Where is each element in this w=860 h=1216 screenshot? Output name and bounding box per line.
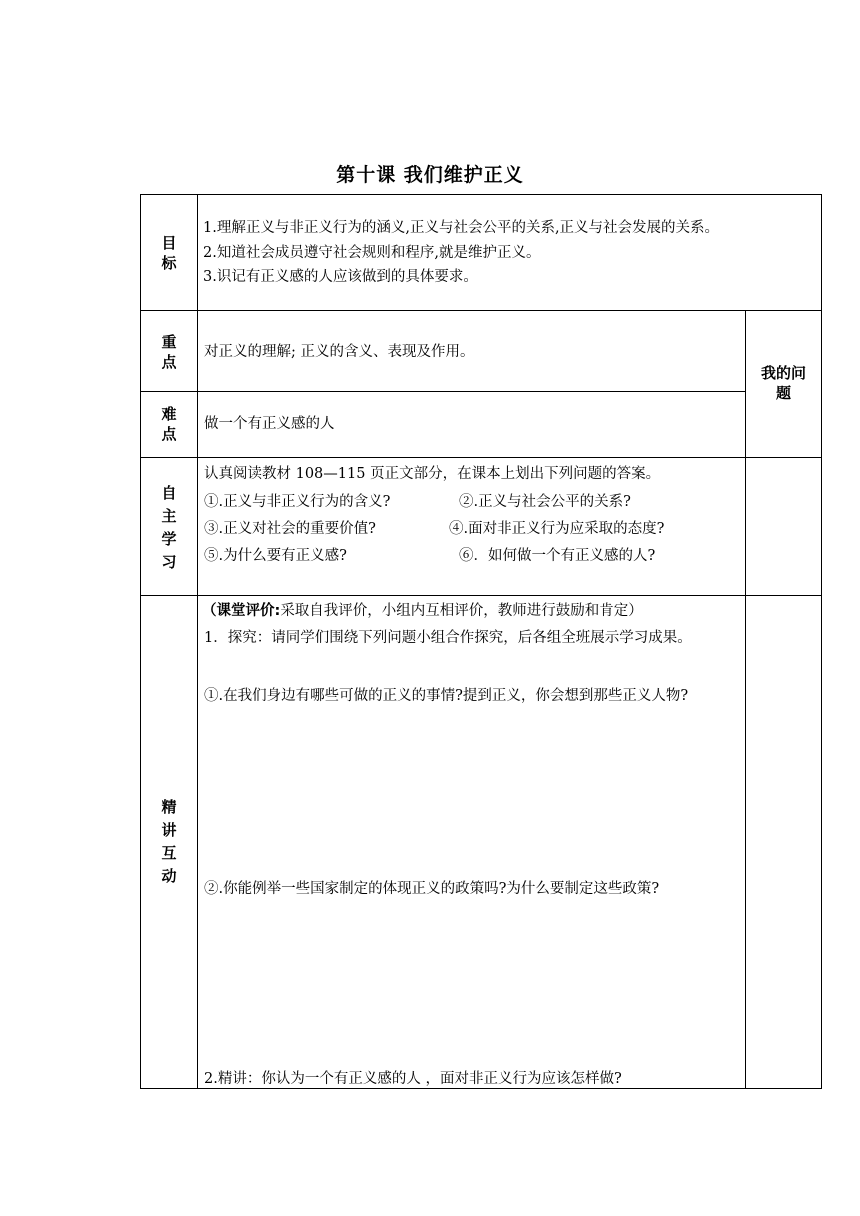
difficulty-label-char: 难	[161, 405, 177, 423]
class-evaluation	[202, 598, 643, 624]
goal-content-cell	[197, 194, 822, 311]
difficulty-text: 做一个有正义感的人	[204, 416, 335, 432]
goal-label-char: 标	[161, 254, 177, 272]
self-study-label-cell	[140, 457, 198, 596]
keypoint-label-cell	[140, 310, 198, 392]
class-evaluation-rest: 采取自我评价，小组内互相评价，教师进行鼓励和肯定）	[280, 603, 643, 619]
self-study-label-char: 自	[161, 484, 177, 502]
difficulty-label-cell	[140, 391, 198, 458]
difficulty-content-cell	[197, 391, 746, 458]
lecture-label-char: 讲	[161, 821, 177, 839]
class-evaluation-bold: （课堂评价:	[202, 603, 281, 619]
lecture-item: 2.精讲：你认为一个有正义感的人 ，面对非正义行为应该怎样做?	[204, 1071, 622, 1087]
lecture-label-char: 精	[161, 798, 177, 816]
question-3: ③.正义对社会的重要价值?	[204, 521, 376, 537]
explore-question-1: ①.在我们身边有哪些可做的正义的事情?提到正义，你会想到那些正义人物?	[204, 688, 689, 704]
question-5: ⑤.为什么要有正义感?	[204, 548, 347, 564]
lecture-content-cell	[197, 595, 746, 1089]
lecture-label-char: 互	[161, 844, 177, 862]
my-questions-label: 我的问	[760, 364, 806, 382]
self-study-content-cell	[197, 457, 746, 596]
keypoint-label-char: 点	[161, 353, 177, 371]
lecture-label-cell	[140, 595, 198, 1089]
page-title: 第十课 我们维护正义	[336, 164, 524, 186]
lecture-notes-cell	[745, 595, 822, 1089]
self-study-label-char: 主	[161, 507, 177, 525]
my-questions-cell	[745, 310, 822, 458]
goal-label-char: 目	[161, 234, 177, 252]
question-1: ①.正义与非正义行为的含义?	[204, 494, 391, 510]
goal-line: 1.理解正义与非正义行为的涵义,正义与社会公平的关系,正义与社会发展的关系。	[203, 220, 720, 236]
explore-question-2: ②.你能例举一些国家制定的体现正义的政策吗?为什么要制定这些政策?	[204, 881, 660, 897]
lecture-label-char: 动	[161, 867, 177, 885]
keypoint-label-char: 重	[161, 333, 177, 351]
keypoint-text: 对正义的理解; 正义的含义、表现及作用。	[204, 344, 475, 360]
goal-label-cell	[140, 194, 198, 311]
goal-line: 2.知道社会成员遵守社会规则和程序,就是维护正义。	[203, 245, 541, 261]
question-4: ④.面对非正义行为应采取的态度?	[449, 521, 665, 537]
self-study-intro: 认真阅读教材 108—115 页正文部分，在课本上划出下列问题的答案。	[204, 466, 661, 482]
self-study-notes-cell	[745, 457, 822, 596]
difficulty-label-char: 点	[161, 425, 177, 443]
question-2: ②.正义与社会公平的关系?	[459, 494, 631, 510]
goal-line: 3.识记有正义感的人应该做到的具体要求。	[203, 269, 478, 285]
keypoint-content-cell	[197, 310, 746, 392]
explore-item: 1．探究：请同学们围绕下列问题小组合作探究，后各组全班展示学习成果。	[204, 630, 692, 646]
self-study-label-char: 习	[161, 553, 177, 571]
question-6: ⑥．如何做一个有正义感的人?	[459, 548, 656, 564]
self-study-label-char: 学	[161, 530, 177, 548]
my-questions-label: 题	[775, 384, 791, 402]
